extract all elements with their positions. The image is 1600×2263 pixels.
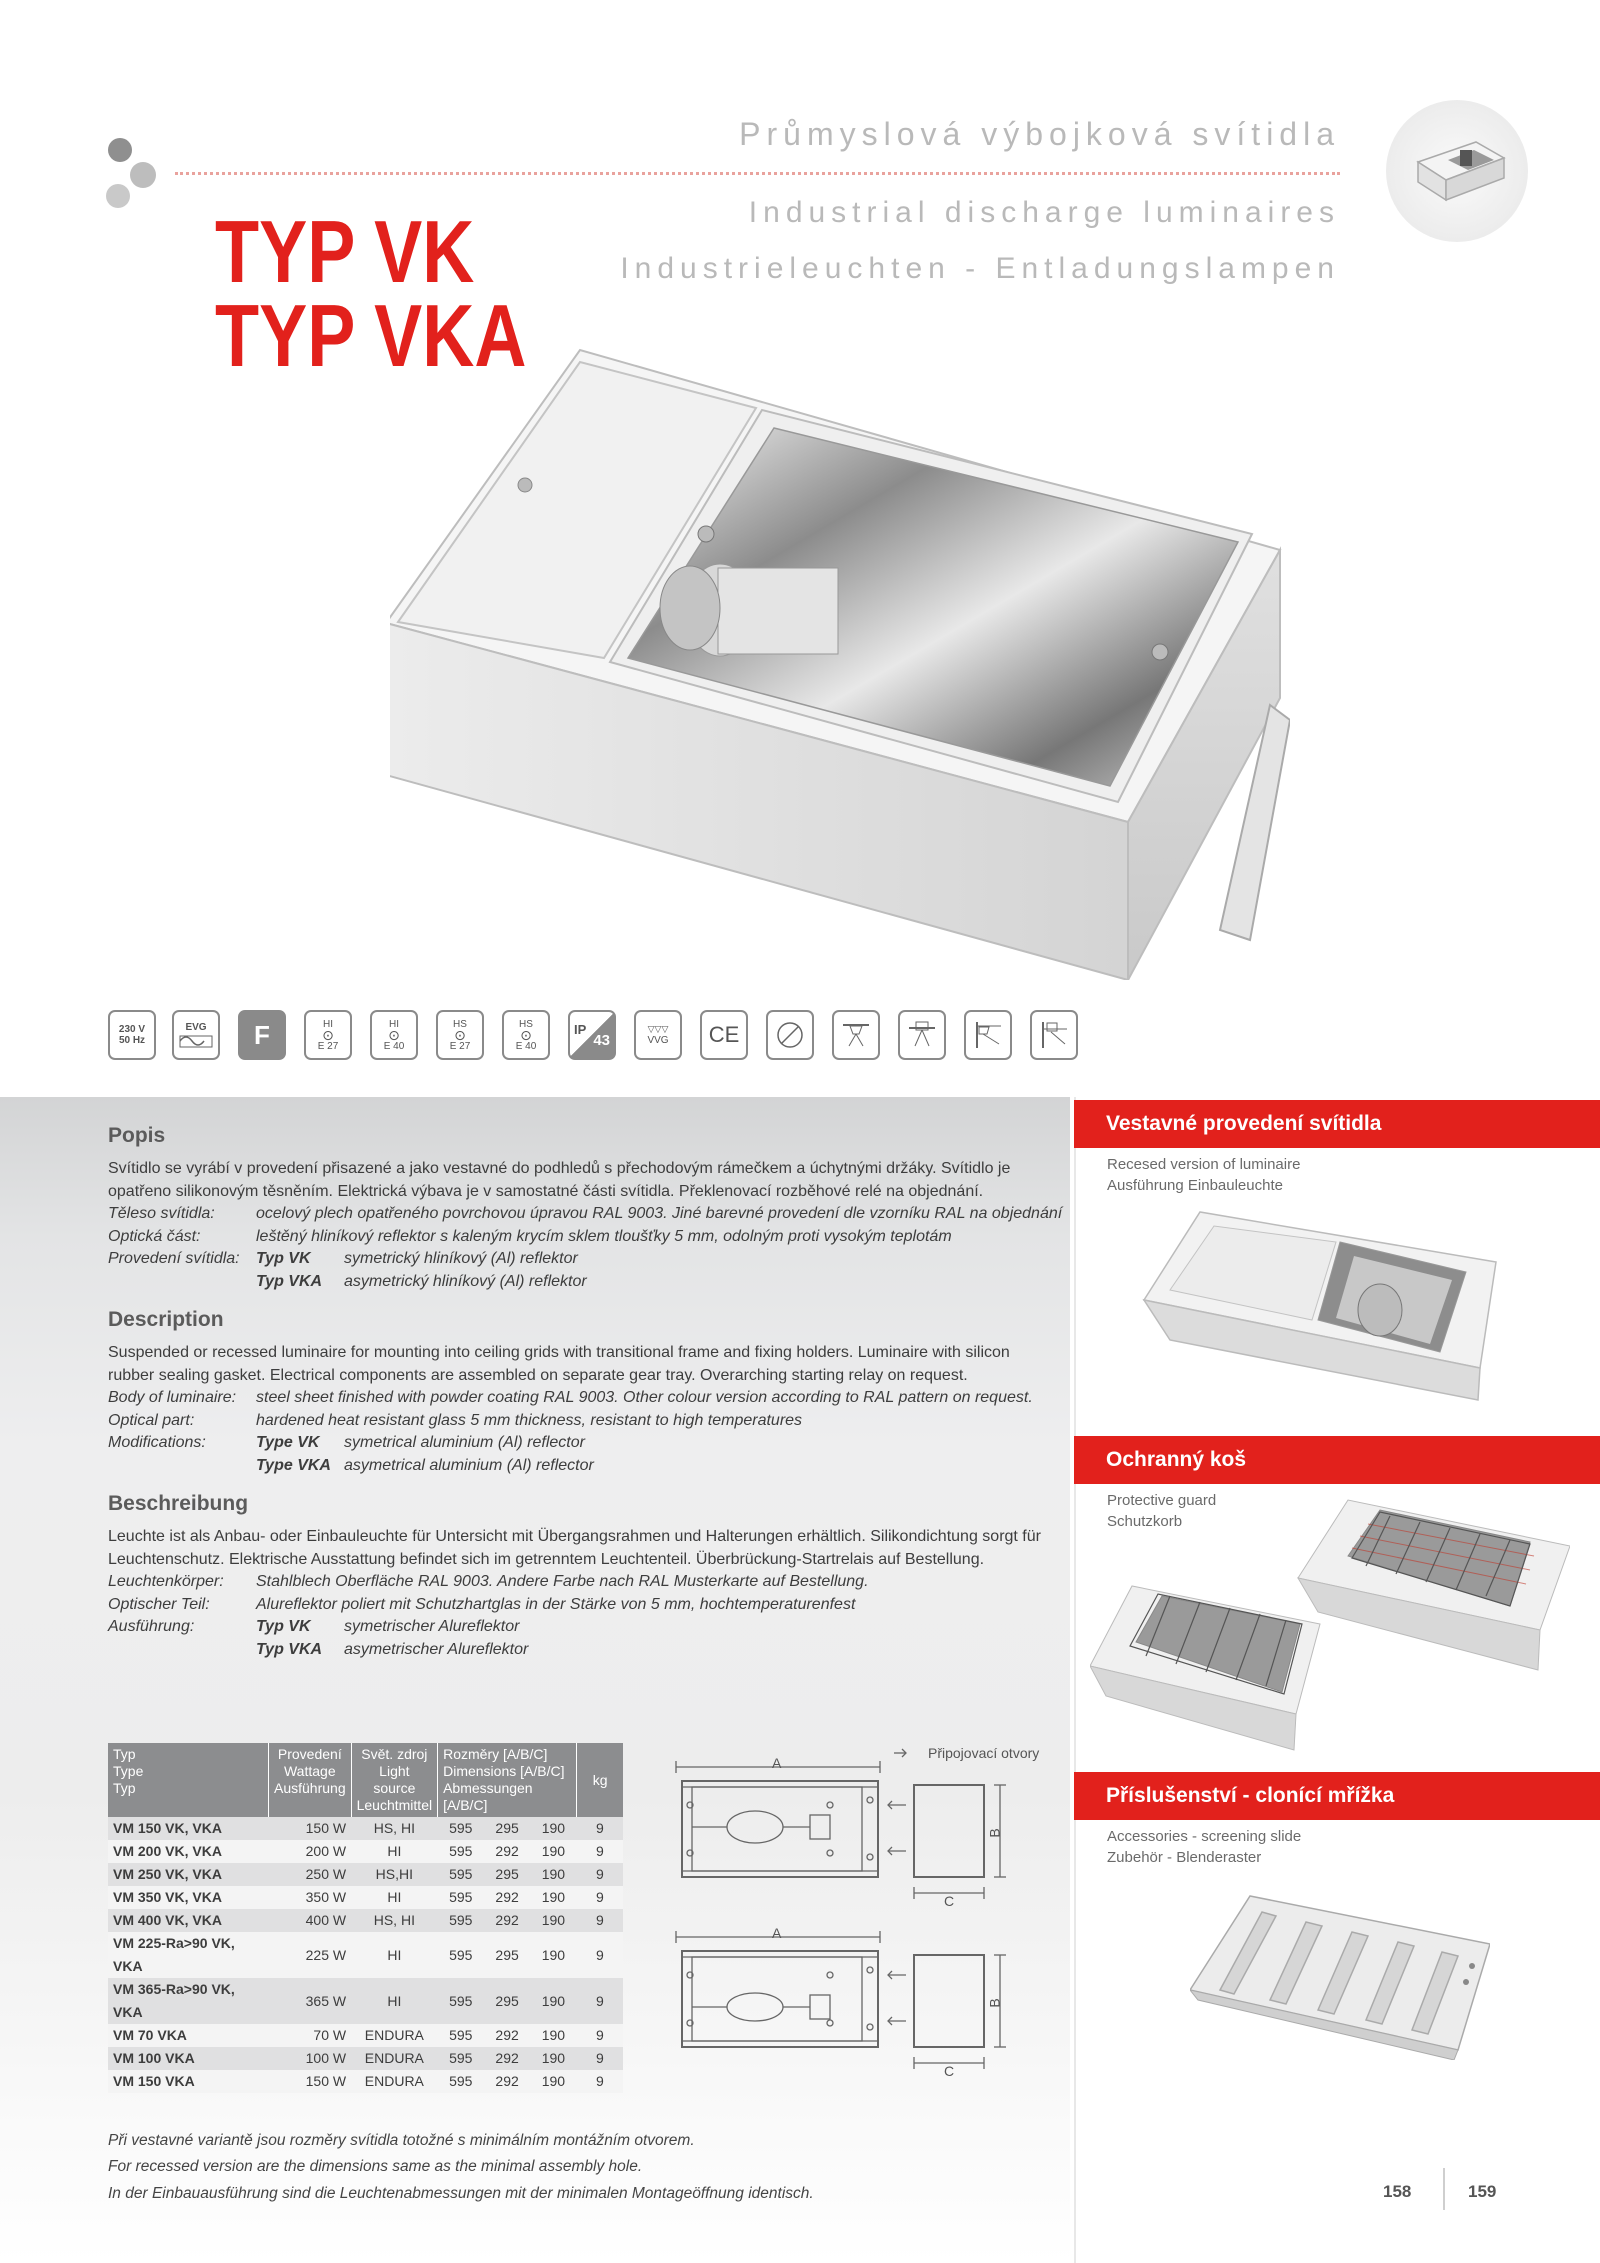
cell-wattage: 225 W <box>269 1932 352 1978</box>
popis-mod-row: Typ VKA asymetrický hliníkový (Al) reflektor <box>256 1272 587 1290</box>
cell-dim-a: 595 <box>438 1978 484 2024</box>
dim-b-upper: B <box>986 1828 1003 1838</box>
th-wattage: Provedení Wattage Ausführung <box>269 1743 352 1817</box>
th-kg: kg <box>577 1743 624 1817</box>
footnote-de: In der Einbauausführung sind die Leuchtenabmessungen mit der minimalen Montageöffnung identisch. <box>108 2185 814 2202</box>
cell-type: VM 150 VK, VKA <box>108 1817 269 1840</box>
header-product-thumbnail <box>1386 100 1528 242</box>
popis-section <box>108 1124 1062 1293</box>
description-mod-row: Modifications: Type VK symetrical aluminium (Al) reflector <box>108 1434 585 1451</box>
hi-e40-icon: HI ⊙ E 40 <box>370 1010 418 1060</box>
th-type: Typ Type Typ <box>108 1743 269 1817</box>
description-heading: Description <box>108 1308 224 1331</box>
cell-dim-a: 595 <box>438 1932 484 1978</box>
table-row <box>108 2047 623 2070</box>
cell-dim-b: 292 <box>484 2070 530 2093</box>
title-typ-vk: TYP VK <box>215 202 475 301</box>
cell-light-source: ENDURA <box>351 2047 437 2070</box>
cell-type: VM 400 VK, VKA <box>108 1909 269 1932</box>
dim-a-upper: A <box>772 1755 782 1771</box>
description-row: Body of luminaire: steel sheet finished with powder coating RAL 9003. Other colour version according to RAL pattern on request. <box>108 1389 1033 1406</box>
cell-wattage: 400 W <box>269 1909 352 1932</box>
protective-guard-image <box>1090 1496 1570 1761</box>
footnote-en: For recessed version are the dimensions same as the minimal assembly hole. <box>108 2158 643 2175</box>
cell-kg: 9 <box>577 1932 624 1978</box>
cell-kg: 9 <box>577 2047 624 2070</box>
cell-dim-a: 595 <box>438 2024 484 2047</box>
dim-a-lower: A <box>772 1925 782 1941</box>
description-row: Optical part: hardened heat resistant glass 5 mm thickness, resistant to high temperatures <box>108 1411 803 1429</box>
table-row <box>108 1886 623 1909</box>
cell-dim-a: 595 <box>438 2047 484 2070</box>
cell-wattage: 250 W <box>269 1863 352 1886</box>
cell-type: VM 350 VK, VKA <box>108 1886 269 1909</box>
page-number-left: 158 <box>1383 2182 1412 2201</box>
cell-dim-a: 595 <box>438 1886 484 1909</box>
cell-type: VM 100 VKA <box>108 2047 269 2070</box>
cell-light-source: HI <box>351 1840 437 1863</box>
table-row <box>108 1863 623 1886</box>
dotted-rule <box>175 172 1340 175</box>
cell-type: VM 365-Ra>90 VK, VKA <box>108 1978 269 2024</box>
cell-light-source: HI <box>351 1932 437 1978</box>
cell-dim-a: 595 <box>438 1863 484 1886</box>
cell-kg: 9 <box>577 1909 624 1932</box>
screening-slide-image <box>1190 1890 1490 2065</box>
no-flammable-icon <box>766 1010 814 1060</box>
popis-text: Svítidlo se vyrábí v provedení přisazené a jako vestavné do podhledů s přechodovým rámečkem a úchytnými držáky. Svítidlo je opatřeno silikonovým těsněním. Elektrická výbava je v samostatné části svítidla. Překlenovací rozběhové relé na objednání. <box>108 1160 1011 1200</box>
cell-dim-b: 292 <box>484 1909 530 1932</box>
subtitle-en: Industrial discharge luminaires <box>748 196 1340 229</box>
popis-row: Optická část: leštěný hliníkový reflektor s kaleným krycím sklem tloušťky 5 mm, odolným proti vysokým teplotám <box>108 1227 952 1245</box>
cell-kg: 9 <box>577 1886 624 1909</box>
cell-dim-b: 292 <box>484 1840 530 1863</box>
vvg-icon: ▽▽▽ VVG <box>634 1010 682 1060</box>
asymmetric-recessed-icon <box>1030 1010 1078 1060</box>
ceiling-mount-icon <box>832 1010 880 1060</box>
beschreibung-mod-row: Ausführung: Typ VK symetrischer Alureflektor <box>108 1618 520 1635</box>
beschreibung-section <box>108 1492 1058 1661</box>
dim-b-lower: B <box>986 1998 1003 2008</box>
page-number-divider <box>1443 2168 1445 2210</box>
cell-kg: 9 <box>577 1840 624 1863</box>
sidebar-sub-accessories: Accessories - screening slide Zubehör - Blenderaster <box>1107 1828 1302 1866</box>
title-typ-vka: TYP VKA <box>215 286 527 385</box>
subtitle-de: Industrieleuchten - Entladungslampen <box>620 252 1340 285</box>
cell-wattage: 350 W <box>269 1886 352 1909</box>
cell-kg: 9 <box>577 1863 624 1886</box>
beschreibung-row: Leuchtenkörper: Stahlblech Oberfläche RAL 9003. Andere Farbe nach RAL Musterkarte auf Bestellung. <box>108 1573 869 1590</box>
beschreibung-heading: Beschreibung <box>108 1492 249 1515</box>
sidebar-title-guard: Ochranný koš <box>1074 1436 1600 1484</box>
cell-type: VM 150 VKA <box>108 2070 269 2093</box>
cell-kg: 9 <box>577 2024 624 2047</box>
cell-dim-c: 190 <box>530 1909 576 1932</box>
hs-e27-icon: HS ⊙ E 27 <box>436 1010 484 1060</box>
spec-table <box>108 1743 623 2093</box>
cell-dim-c: 190 <box>530 1863 576 1886</box>
cell-type: VM 200 VK, VKA <box>108 1840 269 1863</box>
description-mod-row: Type VKA asymetrical aluminium (Al) reflector <box>256 1456 594 1474</box>
main-product-image <box>390 340 1290 985</box>
page-number-right: 159 <box>1468 2182 1497 2201</box>
cell-dim-a: 595 <box>438 2070 484 2093</box>
cell-wattage: 70 W <box>269 2024 352 2047</box>
sidebar-sub-guard: Protective guard Schutzkorb <box>1107 1492 1217 1530</box>
cell-light-source: HI <box>351 1978 437 2024</box>
cell-light-source: HI <box>351 1886 437 1909</box>
cell-dim-b: 292 <box>484 2047 530 2070</box>
popis-heading: Popis <box>108 1124 166 1147</box>
cell-dim-c: 190 <box>530 1932 576 1978</box>
recessed-version-image <box>1140 1200 1500 1415</box>
cell-dim-b: 295 <box>484 1932 530 1978</box>
sidebar-divider <box>1074 1097 1076 2263</box>
hi-e27-icon: HI ⊙ E 27 <box>304 1010 352 1060</box>
cell-kg: 9 <box>577 2070 624 2093</box>
cell-type: VM 250 VK, VKA <box>108 1863 269 1886</box>
beschreibung-row: Optischer Teil: Alureflektor poliert mit Schutzhartglas in der Stärke von 5 mm, hochtemperaturenfest <box>108 1595 856 1613</box>
cell-dim-b: 295 <box>484 1817 530 1840</box>
sidebar-title-accessories: Příslušenství - clonící mřížka <box>1074 1772 1600 1820</box>
table-row <box>108 2024 623 2047</box>
230v-50hz-icon: 230 V 50 Hz <box>108 1010 156 1060</box>
table-row <box>108 1932 623 1978</box>
cell-type: VM 70 VKA <box>108 2024 269 2047</box>
table-row <box>108 1909 623 1932</box>
th-light-source: Svět. zdroj Light source Leuchtmittel <box>351 1743 437 1817</box>
footnote-cz: Při vestavné variantě jsou rozměry svítidla totožné s minimálním montážním otvorem. <box>108 2132 695 2149</box>
cell-wattage: 200 W <box>269 1840 352 1863</box>
spec-table-header <box>108 1743 623 1817</box>
sidebar-sub-recessed: Recesed version of luminaire Ausführung Einbauleuchte <box>1107 1156 1301 1194</box>
cell-wattage: 100 W <box>269 2047 352 2070</box>
subtitle-cz: Průmyslová výbojková svítidla <box>739 116 1340 152</box>
cell-dim-c: 190 <box>530 2024 576 2047</box>
description-section <box>108 1308 1058 1477</box>
cell-dim-c: 190 <box>530 2070 576 2093</box>
sidebar-title-recessed: Vestavné provedení svítidla <box>1074 1100 1600 1148</box>
connection-holes-label: Připojovací otvory <box>928 1745 1040 1761</box>
technical-drawing <box>670 1745 1070 2090</box>
cell-light-source: HS, HI <box>351 1817 437 1840</box>
table-row <box>108 1978 623 2024</box>
description-text: Suspended or recessed luminaire for mounting into ceiling grids with transitional frame and fixing holders. Luminaire with silicon rubber sealing gasket. Electrical components are assembled on separate gear tray. Overarching starting relay on request. <box>108 1344 1010 1384</box>
table-row <box>108 2070 623 2093</box>
cell-type: VM 225-Ra>90 VK, VKA <box>108 1932 269 1978</box>
cell-wattage: 150 W <box>269 2070 352 2093</box>
cell-wattage: 365 W <box>269 1978 352 2024</box>
cell-dim-c: 190 <box>530 1817 576 1840</box>
dim-c-upper: C <box>944 1893 955 1909</box>
recessed-mount-icon <box>898 1010 946 1060</box>
cell-dim-a: 595 <box>438 1840 484 1863</box>
beschreibung-mod-row: Typ VKA asymetrischer Alureflektor <box>256 1640 529 1658</box>
cell-dim-a: 595 <box>438 1817 484 1840</box>
evg-icon: EVG <box>172 1010 220 1060</box>
beschreibung-text: Leuchte ist als Anbau- oder Einbauleuchte für Untersicht mit Übergangsrahmen und Halterungen erhältlich. Silikondichtung sorgt für Leuchtenschutz. Elektrische Ausstattung befindet sich im getrenntem Leuchtenteil. Überbrückung-Startrelais auf Bestellung. <box>108 1528 1041 1568</box>
ce-icon: CE <box>700 1010 748 1060</box>
dim-c-lower: C <box>944 2063 955 2079</box>
cell-dim-c: 190 <box>530 2047 576 2070</box>
th-dimensions: Rozměry [A/B/C] Dimensions [A/B/C] Abmessungen [A/B/C] <box>438 1743 577 1817</box>
hs-e40-icon: HS ⊙ E 40 <box>502 1010 550 1060</box>
cell-kg: 9 <box>577 1978 624 2024</box>
cell-dim-c: 190 <box>530 1886 576 1909</box>
cell-dim-b: 292 <box>484 2024 530 2047</box>
cell-light-source: HS, HI <box>351 1909 437 1932</box>
f-mark-icon: F <box>238 1010 286 1060</box>
cell-light-source: HS,HI <box>351 1863 437 1886</box>
asymmetric-mount-icon <box>964 1010 1012 1060</box>
ip43-icon: IP 43 <box>568 1010 616 1060</box>
cell-dim-b: 292 <box>484 1886 530 1909</box>
cell-dim-b: 295 <box>484 1978 530 2024</box>
cell-light-source: ENDURA <box>351 2024 437 2047</box>
cell-dim-b: 295 <box>484 1863 530 1886</box>
cell-kg: 9 <box>577 1817 624 1840</box>
popis-row: Těleso svítidla: ocelový plech opatřeného povrchovou úpravou RAL 9003. Jiné barevné provedení dle vzorníku RAL na objednání <box>108 1205 1063 1222</box>
cell-dim-c: 190 <box>530 1840 576 1863</box>
table-row <box>108 1840 623 1863</box>
cell-dim-c: 190 <box>530 1978 576 2024</box>
cell-light-source: ENDURA <box>351 2070 437 2093</box>
popis-mod-row: Provedení svítidla: Typ VK symetrický hliníkový (Al) reflektor <box>108 1250 578 1267</box>
cell-wattage: 150 W <box>269 1817 352 1840</box>
table-row <box>108 1817 623 1840</box>
cell-dim-a: 595 <box>438 1909 484 1932</box>
